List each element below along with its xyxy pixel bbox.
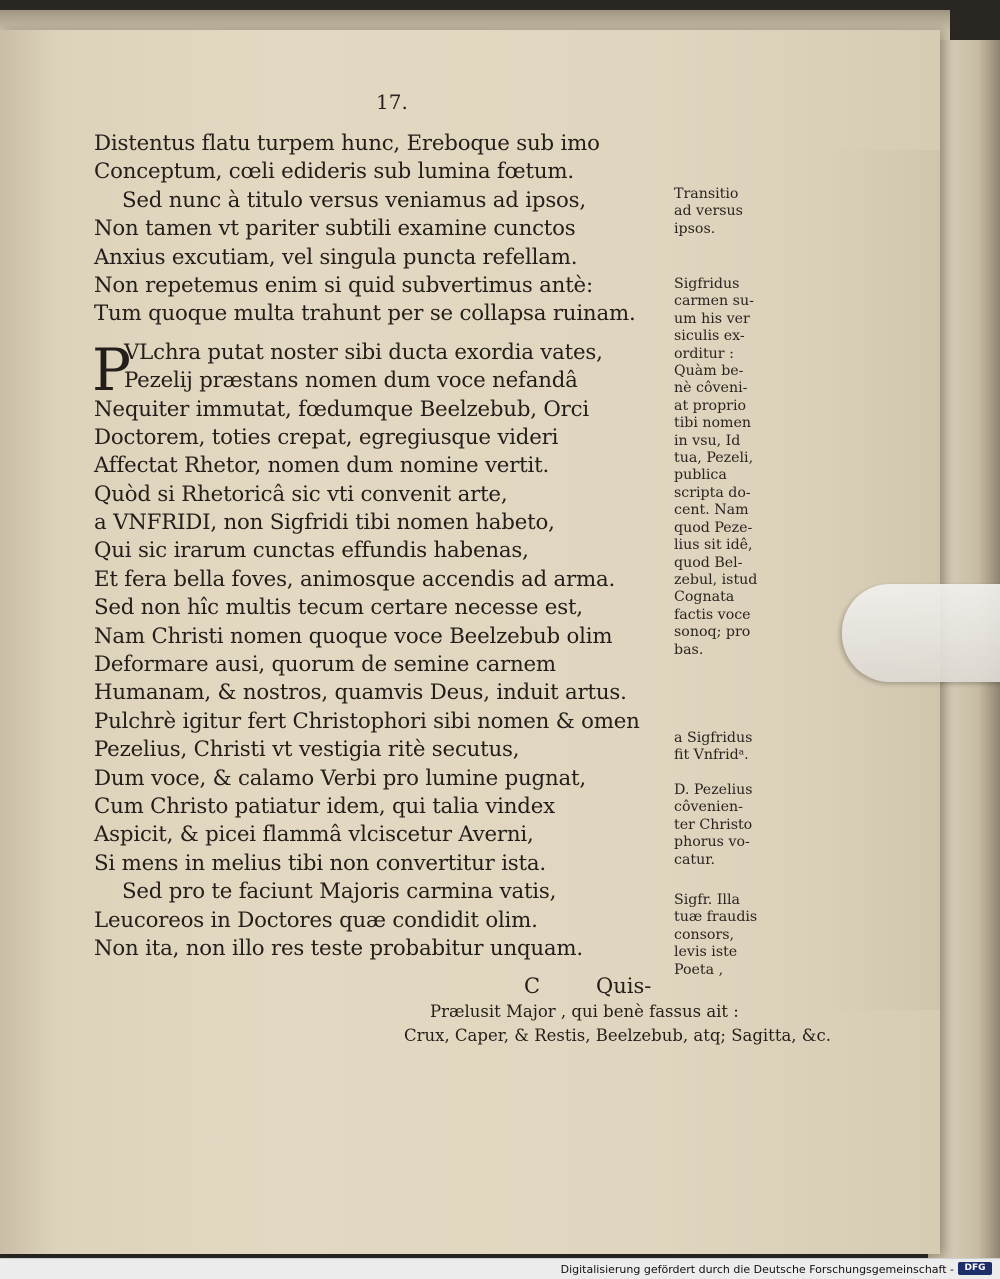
sidenote-line: carmen su-	[674, 293, 754, 310]
sidenote-line: a Sigfridus	[674, 730, 753, 746]
verse-line: Doctorem, toties crepat, egregiusque videri	[94, 424, 559, 450]
sidenote-line: D. Pezelius	[674, 782, 753, 798]
sidenote-line: tuæ fraudis	[674, 909, 758, 926]
verse-line: Quòd si Rhetoricâ sic vti convenit arte,	[94, 481, 508, 507]
verse-block	[94, 130, 654, 963]
sidenote-line: publica	[674, 467, 727, 484]
verse-line: Non ita, non illo res teste probabitur unquam.	[94, 935, 583, 961]
sidenote-line: ipsos.	[674, 220, 716, 237]
sidenote-line: fit Vnfridᵃ.	[674, 747, 749, 764]
verse-line: Non repetemus enim si quid subvertimus antè:	[94, 272, 593, 298]
verse-line: Pulchrè igitur fert Christophori sibi nomen & omen	[94, 708, 640, 734]
page-number: 17.	[376, 90, 408, 114]
verse-line: Anxius excutiam, vel singula puncta refellam.	[94, 244, 578, 270]
sidenote-line: cent. Nam	[674, 502, 749, 519]
sidenote-line: Sigfr. Illa	[674, 892, 740, 908]
sidenote-sigfr	[674, 892, 804, 979]
verse-line: Aspicit, & picei flammâ vlciscetur Averni,	[94, 822, 534, 848]
verse-line: Nequiter immutat, fœdumque Beelzebub, Orci	[94, 396, 589, 422]
sidenote-line: orditur :	[674, 345, 734, 362]
verse-line: Si mens in melius tibi non convertitur ista.	[94, 850, 546, 876]
credit-text: Digitalisierung gefördert durch die Deutsche Forschungsgemeinschaft -	[560, 1263, 954, 1276]
footer-line: Crux, Caper, & Restis, Beelzebub, atq; Sagitta, &c.	[404, 1026, 831, 1045]
sidenote-line: consors,	[674, 926, 735, 943]
verse-line: Non tamen vt pariter subtili examine cunctos	[94, 216, 576, 242]
sidenote-line: côvenien-	[674, 799, 743, 816]
sidenote-transitio	[674, 186, 804, 238]
sidenote-line: Transitio	[674, 186, 739, 202]
sidenote-line: ad versus	[674, 203, 743, 220]
footer-line: Prælusit Major , qui benè fassus ait :	[430, 1002, 739, 1021]
verse-line: Deformare ausi, quorum de semine carnem	[94, 652, 556, 678]
show-through-shadow	[820, 150, 940, 1010]
sidenote-line: ter Christo	[674, 816, 753, 833]
verse-line: Conceptum, cœli edideris sub lumina fœtum.	[94, 159, 574, 185]
dfg-logo-icon: DFG	[958, 1262, 992, 1275]
sidenote-line: tua, Pezeli,	[674, 450, 754, 467]
verse-line: a VNFRIDI, non Sigfridi tibi nomen habeto,	[94, 510, 555, 536]
sidenote-line: scripta do-	[674, 484, 751, 501]
book-page	[0, 30, 940, 1254]
sidenote-line: sonoq; pro	[674, 624, 751, 641]
sidenote-line: um his ver	[674, 310, 750, 327]
sidenote-line: lius sit idê,	[674, 537, 753, 554]
verse-line: Affectat Rhetor, nomen dum nomine vertit.	[94, 453, 550, 479]
verse-line: Nam Christi nomen quoque voce Beelzebub olim	[94, 623, 613, 649]
page-clip-tab	[842, 584, 1000, 682]
verse-line: Sed pro te faciunt Majoris carmina vatis,	[122, 879, 557, 905]
credit-bar	[0, 1258, 1000, 1279]
sidenote-line: nè côveni-	[674, 380, 748, 397]
sidenote-line: factis voce	[674, 606, 751, 623]
sidenote-line: quod Peze-	[674, 519, 753, 536]
sidenote-line: at proprio	[674, 397, 747, 414]
verse-line: Cum Christo patiatur idem, qui talia vindex	[94, 793, 555, 819]
sidenote-line: levis iste	[674, 944, 738, 961]
sidenote-line: bas.	[674, 641, 704, 658]
sidenote-line: in vsu, Id	[674, 432, 741, 449]
verse-line: Leucoreos in Doctores quæ condidit olim.	[94, 907, 538, 933]
verse-line: Qui sic irarum cunctas effundis habenas,	[94, 538, 529, 564]
sidenote-line: catur.	[674, 851, 715, 868]
verse-line: Pezelius, Christi vt vestigia ritè secutus,	[94, 737, 520, 763]
verse-line: Tum quoque multa trahunt per se collapsa ruinam.	[94, 301, 636, 327]
verse-line: Sed non hîc multis tecum certare necesse est,	[94, 595, 583, 621]
sidenote-line: zebul, istud	[674, 571, 758, 588]
sidenote-line: tibi nomen	[674, 415, 752, 432]
verse-line: Et fera bella foves, animosque accendis ad arma.	[94, 566, 616, 592]
sidenote-line: Sigfridus	[674, 276, 740, 292]
sidenote-line: phorus vo-	[674, 834, 750, 851]
sidenote-line: Cognata	[674, 589, 735, 606]
verse-line-text: VLchra putat noster sibi ducta exordia vates,	[124, 339, 603, 365]
sidenote-line: siculis ex-	[674, 328, 745, 345]
catchword: Quis-	[596, 974, 652, 998]
sidenote-unfrid	[674, 730, 804, 765]
sidenote-line: quod Bel-	[674, 554, 743, 571]
catchword-signature: C	[524, 974, 541, 998]
sidenote-line: Quàm be-	[674, 363, 744, 380]
sidenote-sigfridus	[674, 276, 804, 659]
verse-line: Dum voce, & calamo Verbi pro lumine pugnat,	[94, 765, 586, 791]
drop-cap: P	[92, 335, 131, 404]
verse-line: Sed nunc à titulo versus veniamus ad ipsos,	[122, 187, 586, 213]
sidenote-line: Poeta ,	[674, 961, 724, 978]
verse-line: Pezelij præstans nomen dum voce nefandâ	[124, 368, 578, 394]
sidenote-pezelius	[674, 782, 804, 869]
verse-line: Distentus flatu turpem hunc, Ereboque sub imo	[94, 131, 600, 156]
verse-line: Humanam, & nostros, quamvis Deus, induit artus.	[94, 680, 627, 706]
